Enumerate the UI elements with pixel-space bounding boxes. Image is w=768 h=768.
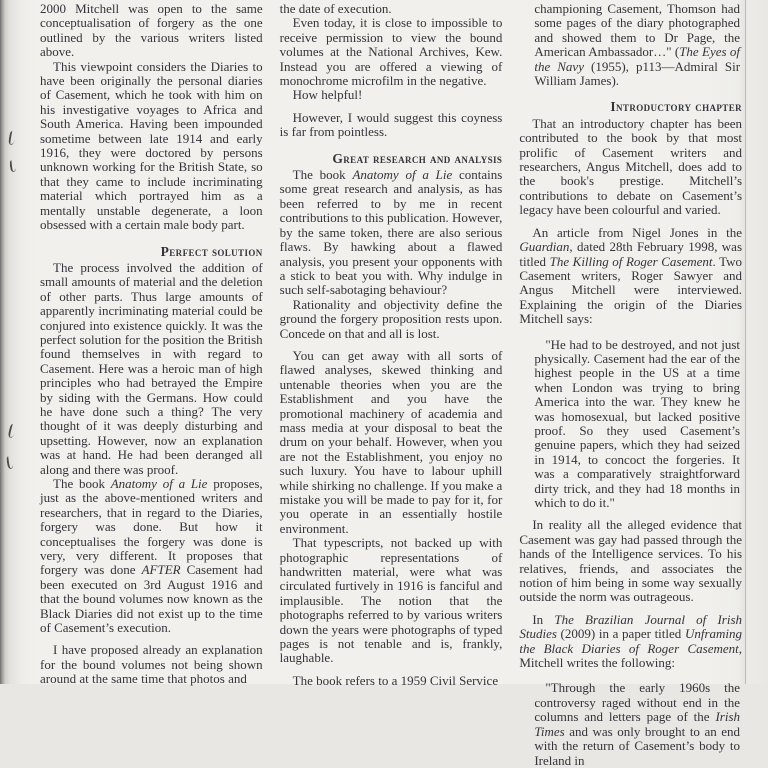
body-text: This viewpoint considers the Diaries to have been originally the personal diaries of Casement, which he took with him on his investigative voyages to Africa and South America. Having been impounded sometime between late 1914 and early 1916, they were doctored by persons unknown working for the British State, so that they came to include incriminating material which portrayed him as a mentally unstable degenerate, a loon obsessed with a certain male body part. (40, 58, 263, 233)
body-text: In reality all the alleged evidence that Casement was gay had passed through the hands of the Intelligence services. To his relatives, friends, and associates the notion of him being in some way sexually outside the norm was outrageous. (519, 517, 743, 605)
block-quote (519, 2, 742, 88)
paragraph (40, 60, 263, 233)
body-text: (1955), p113—Admiral Sir William James). (534, 58, 741, 89)
body-text: Perfect solution (160, 243, 263, 259)
paragraph (280, 349, 503, 536)
italic-text: Irish Times (534, 709, 741, 739)
italic-text: Anatomy of a Lie (352, 167, 453, 183)
column-center (280, 2, 503, 768)
body-text: Casement had been executed on 3rd August 1916 and that the bound volumes now known as the Black Diaries did not exist up to the time of Casement’s execution. (40, 562, 263, 636)
italic-text: Unframing the Black Diaries of Roger Casement (519, 626, 743, 656)
body-text: That an introductory chapter has been contributed to the book by that most prolific of Casement writers and researchers, Angus Mitchell, does add to the book's prestige. Mitchell’s contributions to debate on Casement’s legacy have been colourful and varied. (519, 115, 743, 218)
staple-mark (7, 423, 16, 438)
body-text: However, I would suggest this coyness is far from pointless. (279, 109, 503, 140)
body-text: I have proposed already an explanation for the bound volumes not being shown around at the same time that photos and (40, 642, 263, 687)
body-text: In (532, 611, 555, 627)
body-text: , Mitchell writes the following: (519, 640, 743, 671)
body-text: , dated 28th February 1998, was titled (519, 239, 743, 269)
page-right-edge (745, 0, 746, 684)
body-text: . Two Casement writers, Roger Sawyer and Angus Mitchell were interviewed. Explaining the origin of the Diaries Mitchell says: (519, 253, 743, 327)
body-text: proposes, just as the above-mentioned writers and researchers, that in regard to the Diaries, forgery was done. But how it conceptualises the forgery was done is very, very different. It proposes that forgery was done (40, 476, 263, 578)
body-text: An article from Nigel Jones in the (532, 224, 743, 240)
italic-text: Guardian (519, 239, 570, 255)
body-text: (2009) in a paper titled (556, 626, 685, 642)
paragraph (519, 613, 742, 671)
section-heading (40, 245, 263, 259)
body-text: You can get away with all sorts of flawed analyses, skewed thinking and untenable theories when you are the Establishment and you have the promotional machinery of academia and mass media at your disposal to beat the drum on your behalf. However, when you are not the Establishment, you enjoy no such luxury. You have to labour uphill while shirking no challenge. If you make a mistake you will be made to pay for it, for you operate in an essentially hostile environment. (279, 347, 503, 536)
body-text: How helpful! (292, 87, 363, 103)
italic-text: Anatomy of a Lie (110, 476, 208, 491)
section-heading (280, 152, 503, 166)
paragraph (40, 477, 263, 635)
body-text: "Through the early 1960s the controversy raged without end in the columns and letters page of the (534, 680, 741, 725)
body-text: The book (292, 167, 353, 183)
body-text: championing Casement, Thomson had some pages of the diary photographed and showed them to Dr Page, the American Ambassador…" ( (534, 1, 741, 60)
paragraph (280, 88, 503, 102)
italic-text: AFTER (141, 562, 181, 578)
paragraph (519, 226, 742, 327)
paragraph (40, 261, 263, 477)
section-heading (519, 100, 742, 114)
paragraph (280, 111, 503, 140)
body-text: "He had to be destroyed, and not just physically. Casement had the ear of the highest people in the US at a time when London was trying to bring America into the war. They knew he was homosexual, but lacked positive proof. So they used Casement’s genuine papers, which they had seized in 1914, to concoct the forgeries. It was a comparatively straightforward dirty trick, and they had 18 months in which to do it." (534, 336, 741, 510)
column-left (40, 2, 263, 768)
paragraph (40, 643, 263, 686)
paragraph (280, 536, 503, 666)
body-text: The book (53, 476, 111, 491)
body-text: Rationality and objectivity define the ground the forgery proposition rests upon. Concede on that and all is lost. (279, 296, 503, 341)
body-text: the date of execution. (279, 1, 392, 16)
paragraph (519, 518, 742, 604)
block-quote (519, 681, 742, 767)
italic-text: The Eyes of the Navy (534, 44, 741, 74)
italic-text: The Killing of Roger Casement (549, 253, 713, 269)
paragraph (280, 168, 503, 298)
body-text: The process involved the addition of small amounts of material and the deletion of other parts. Thus large amounts of apparently incriminating material could be conjured into existence quickly. It was the perfect solution for the position the British found themselves in with regard to Casement. Here was a heroic man of high principles who had betrayed the Empire by siding with the Germans. How could he have done such a thing? The very thought of it was deeply disturbing and upsetting. However, now an explanation was at hand. He had been deranged all along and there was proof. (40, 259, 263, 477)
body-text: Even today, it is close to impossible to receive permission to view the bound volumes at the National Archives, Kew. Instead you are offered a viewing of monochrome microfilm in the negative. (279, 15, 503, 89)
column-right (519, 2, 742, 768)
staple-mark (6, 456, 14, 470)
body-text: and was only brought to an end with the return of Casement’s body to Ireland in (534, 723, 741, 768)
staple-mark (8, 131, 16, 146)
body-text: That typescripts, not backed up with photographic representations of handwritten material, were what was circulated furtively in 1916 is fanciful and implausible. The notion that the photographs referred to by various writers down the years were photographs of typed pages is not tenable and is, frankly, laughable. (279, 535, 503, 666)
italic-text: The Brazilian Journal of Irish Studies (519, 611, 743, 642)
page-content (40, 2, 742, 768)
paragraph (280, 298, 503, 341)
paragraph (519, 117, 742, 218)
body-text: 2000 Mitchell was open to the same conceptualisation of forgery as the one outlined by the various writers listed above. (40, 1, 263, 60)
staple-mark (9, 160, 16, 173)
body-text: Great research and analysis (332, 150, 503, 166)
paragraph (40, 2, 263, 60)
body-text: Introductory chapter (610, 99, 743, 115)
block-quote (519, 338, 742, 511)
paragraph (280, 674, 503, 688)
paragraph (280, 16, 503, 88)
paragraph (280, 2, 503, 16)
body-text: contains some great research and analysis, as has been referred to by me in recent contributions to this publication. However, by the same token, there are also serious flaws. By hawking about a flawed analysis, you present your opponents with a stick to beat you with. Why indulge in such self-sabotaging behaviour? (279, 167, 503, 298)
body-text: The book refers to a 1959 Civil Service (292, 672, 499, 688)
